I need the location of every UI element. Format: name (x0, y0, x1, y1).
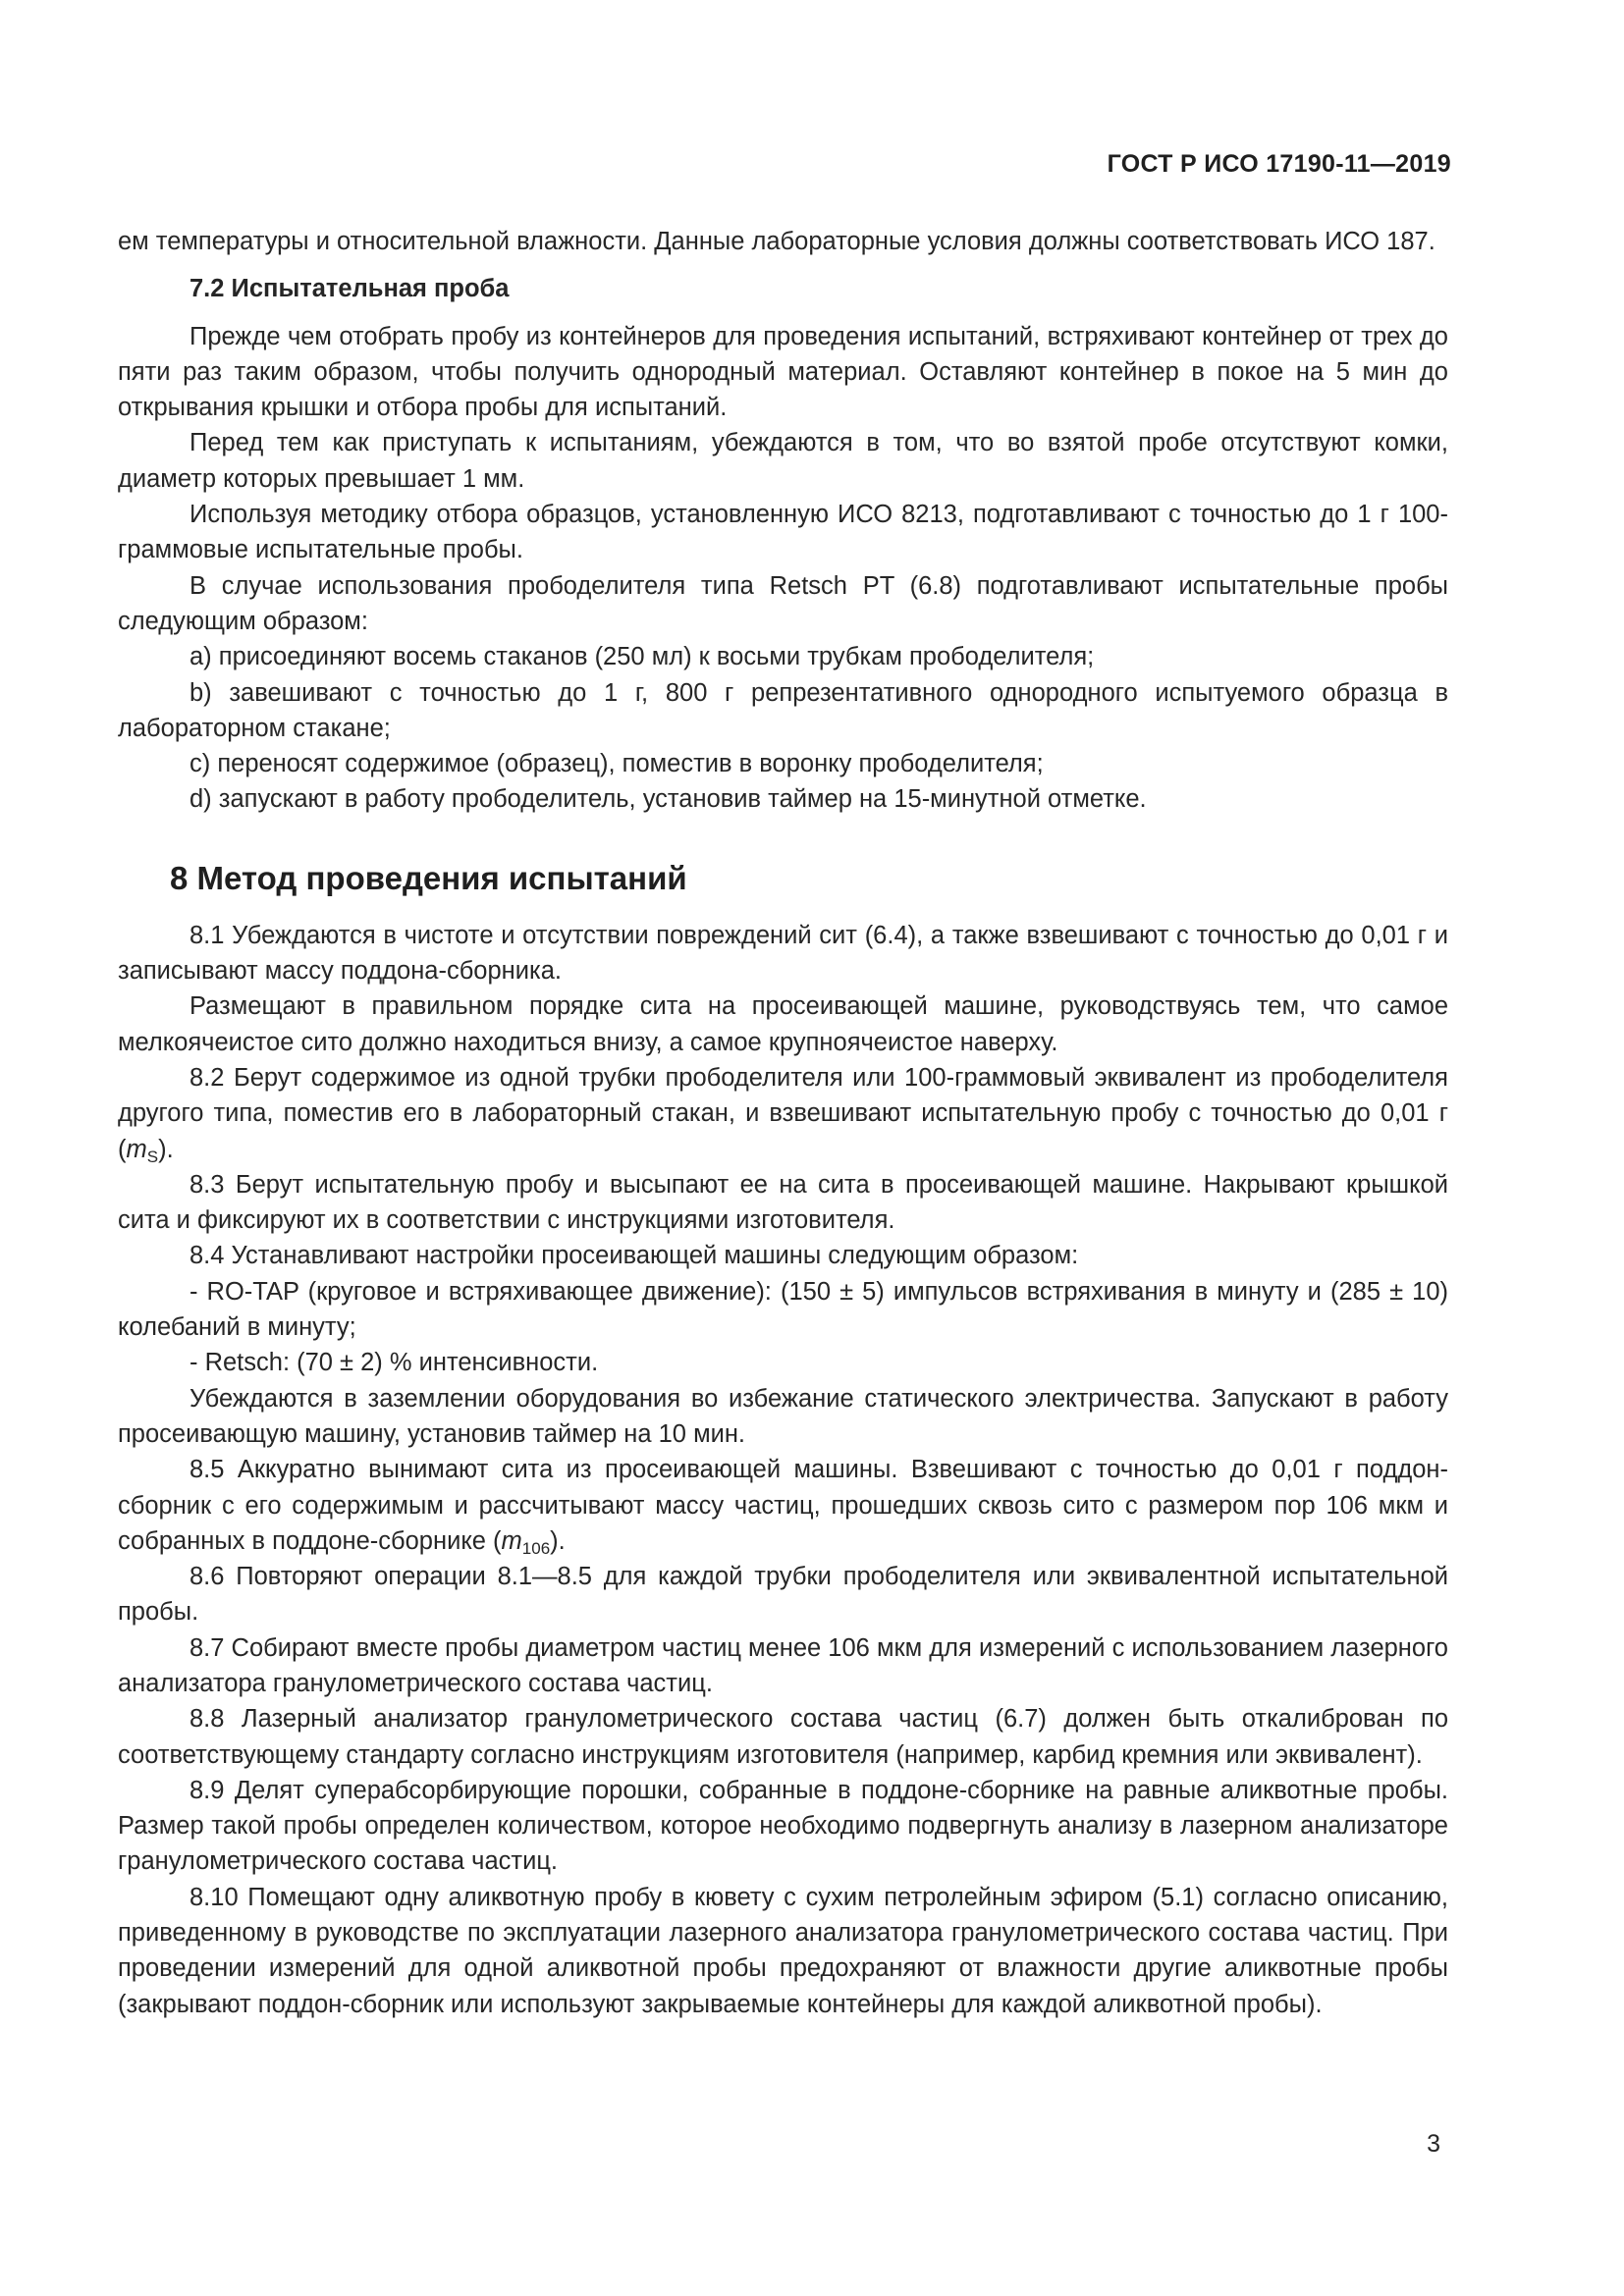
paragraph-8-10: 8.10 Помещают одну аликвотную пробу в кювету с сухим петролейным эфиром (5.1) согласно описанию, приведенному в руководстве по эксплуатации лазерного анализатора гранулометрического состава частиц. При проведении измерений для одной аликвотной пробы предохраняют от влажности другие аликвотные пробы (закрывают поддон-сборник или используют закрываемые контейнеры для каждой аликвотной пробы). (118, 1883, 1448, 2018)
list-item: d) запускают в работу прободелитель, установив таймер на 15-минутной отметке. (189, 785, 1147, 814)
continuation-paragraph: ем температуры и относительной влажности. Данные лабораторные условия должны соответствовать ИСО 187. (118, 228, 1435, 255)
paragraph-8-6: 8.6 Повторяют операции 8.1—8.5 для каждой трубки прободелителя или эквивалентной испытательной пробы. (118, 1563, 1448, 1627)
document-body (118, 224, 1448, 2022)
paragraph: Убеждаются в заземлении оборудования во избежание статического электричества. Запускают в работу просеивающую машину, установив таймер на 10 мин. (118, 1384, 1448, 1448)
document-header: ГОСТ Р ИСО 17190-11—2019 (1107, 150, 1451, 178)
paragraph-8-2 (118, 1060, 1448, 1167)
paragraph-8-5 (118, 1452, 1448, 1559)
paragraph: Прежде чем отобрать пробу из контейнеров для проведения испытаний, встряхивают контейнер от трех до пяти раз таким образом, чтобы получить однородный материал. Оставляют контейнер в покое на 5 мин до открывания крышки и отбора пробы для испытаний. (118, 322, 1448, 422)
paragraph-text: 8.5 Аккуратно вынимают сита из просеивающей машины. Взвешивают с точностью до 0,01 г поддон-сборник с его содержимым и рассчитывают массу частиц, прошедших сквозь сито с размером пор 106 мкм и собранных в поддоне-сборнике ( (118, 1456, 1448, 1555)
paragraph-8-7: 8.7 Собирают вместе пробы диаметром частиц менее 106 мкм для измерений с использованием лазерного анализатора гранулометрического состава частиц. (118, 1633, 1448, 1697)
paragraph: - Retsch: (70 ± 2) % интенсивности. (189, 1349, 599, 1377)
paragraph-8-1: 8.1 Убеждаются в чистоте и отсутствии повреждений сит (6.4), а также взвешивают с точностью до 0,01 г и записывают массу поддона-сборника. (118, 921, 1448, 986)
paragraph: Перед тем как приступать к испытаниям, убеждаются в том, что во взятой пробе отсутствуют комки, диаметр которых превышает 1 мм. (118, 429, 1448, 493)
paragraph: Используя методику отбора образцов, установленную ИСО 8213, подготавливают с точностью до 1 г 100-граммовые испытательные пробы. (118, 501, 1448, 564)
variable-m: m (501, 1526, 522, 1555)
paragraph-8-8: 8.8 Лазерный анализатор гранулометрического состава частиц (6.7) должен быть откалиброван по соответствующему стандарту согласно инструкциям изготовителя (например, карбид кремния или эквивалент). (118, 1705, 1448, 1769)
paragraph-text: 8.2 Берут содержимое из одной трубки прободелителя или 100-граммовый эквивалент из прободелителя другого типа, поместив его в лабораторный стакан, и взвешивают испытательную пробу с точностью до 0,01 г ( (118, 1063, 1448, 1163)
paragraph-8-9: 8.9 Делят суперабсорбирующие порошки, собранные в поддоне-сборнике на равные аликвотные пробы. Размер такой пробы определен количеством, которое необходимо подвергнуть анализу в лазерном анализаторе гранулометрического состава частиц. (118, 1776, 1448, 1876)
page-number: 3 (1427, 2130, 1440, 2158)
variable-m: m (126, 1135, 147, 1163)
subsection-heading-7-2: 7.2 Испытательная проба (189, 275, 510, 303)
list-item: b) завешивают с точностью до 1 г, 800 г репрезентативного однородного испытуемого образца в лабораторном стакане; (118, 678, 1448, 742)
paragraph: - RO-TAP (круговое и встряхивающее движение): (150 ± 5) импульсов встряхивания в минуту и (285 ± 10) колебаний в минуту; (118, 1277, 1448, 1342)
paragraph: Размещают в правильном порядке сита на просеивающей машине, руководствуясь тем, что самое мелкоячеистое сито должно находиться внизу, а самое крупноячеистое наверху. (118, 992, 1448, 1056)
variable-subscript: 106 (521, 1538, 551, 1558)
section-heading-8: 8 Метод проведения испытаний (170, 859, 687, 896)
paragraph-text: ). (158, 1135, 174, 1163)
list-item: а) присоединяют восемь стаканов (250 мл) к восьми трубкам прободелителя; (189, 643, 1095, 671)
paragraph-8-3: 8.3 Берут испытательную пробу и высыпают ее на сита в просеивающей машине. Накрывают крышкой сита и фиксируют их в соответствии с инструкциями изготовителя. (118, 1170, 1448, 1235)
list-item: с) переносят содержимое (образец), поместив в воронку прободелителя; (189, 750, 1044, 778)
paragraph-8-4: 8.4 Устанавливают настройки просеивающей машины следующим образом: (189, 1242, 1079, 1270)
paragraph-text: ). (550, 1526, 566, 1555)
variable-subscript: S (146, 1147, 159, 1166)
paragraph: В случае использования прободелителя типа Retsch PT (6.8) подготавливают испытательные пробы следующим образом: (118, 571, 1448, 635)
